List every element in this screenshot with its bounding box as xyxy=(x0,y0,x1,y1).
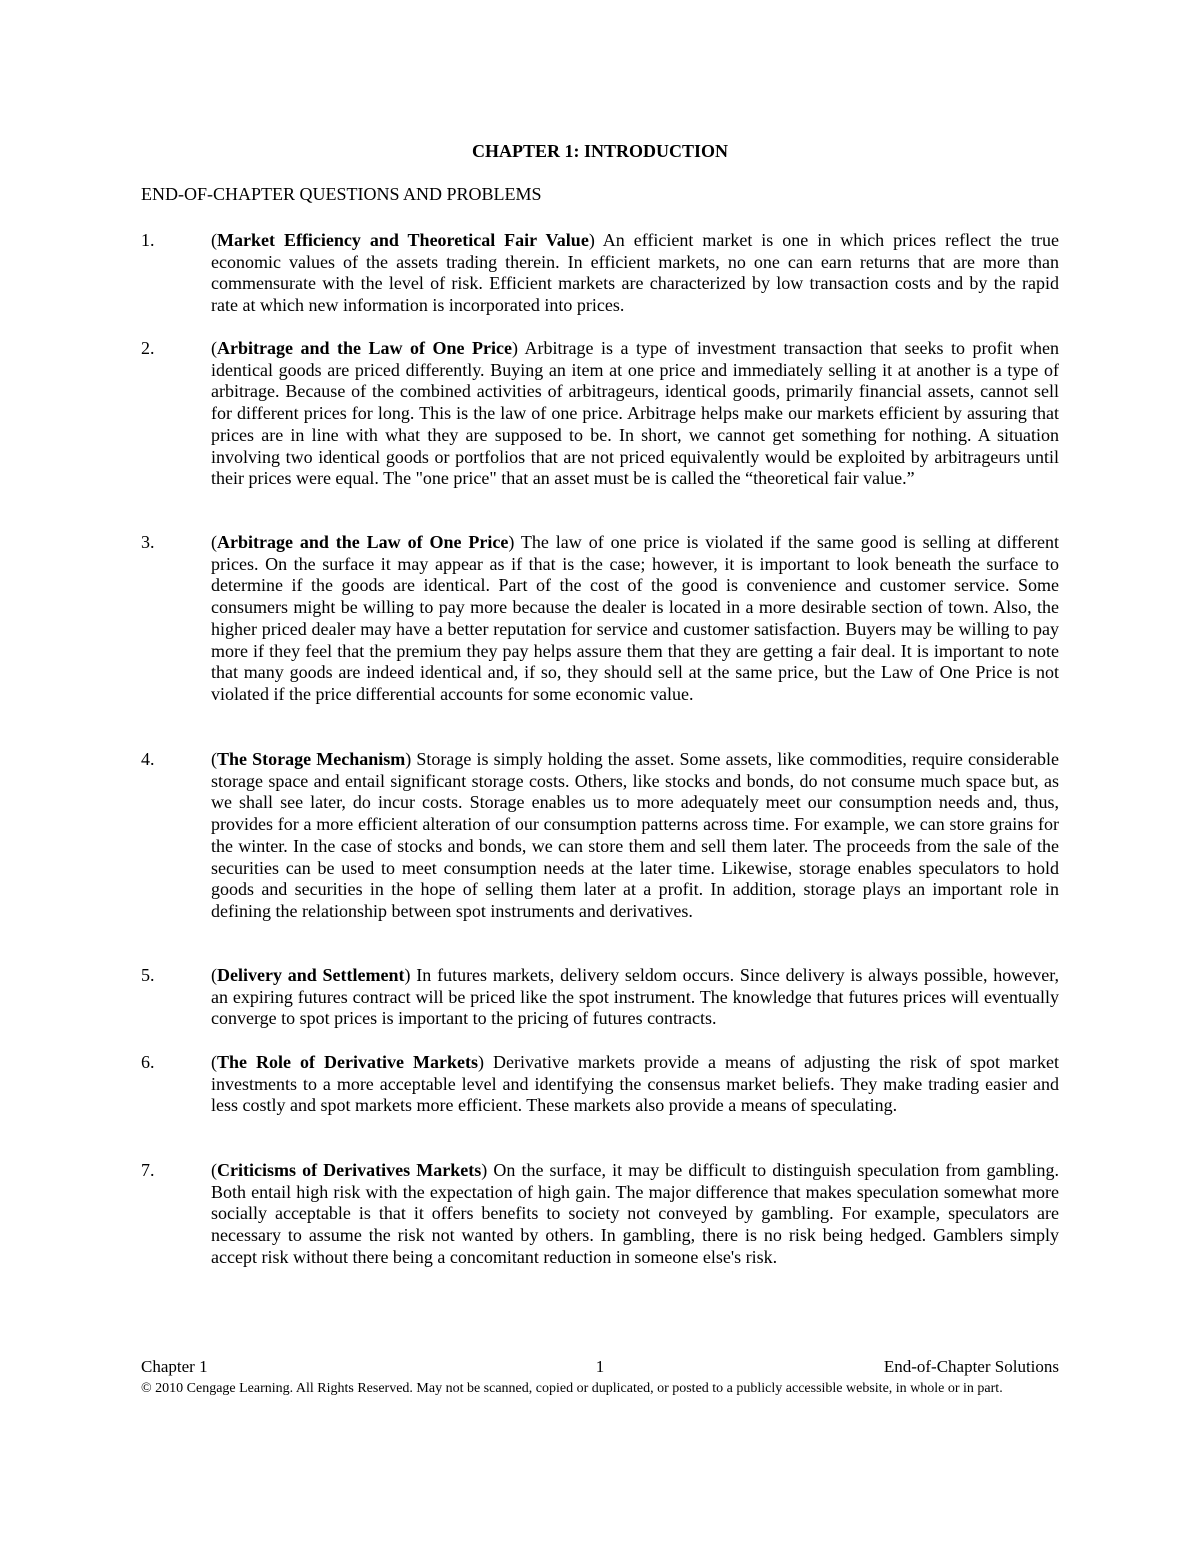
item-body: (Arbitrage and the Law of One Price) The law of one price is violated if the same good is selling at different prices. On the surface it may appear as if that is the case; however, it is important to look beneath the surface to determine if the goods are identical. Part of the cost of the good is convenience and customer service. Some consumers might be willing to pay more because the dealer is located in a more desirable section of town. Also, the higher priced dealer may have a better reputation for service and customer satisfaction. Buyers may be willing to pay more if they feel that the premium they pay helps assure them that they are getting a fair deal. It is important to note that many goods are indeed identical and, if so, they should sell at the same price, but the Law of One Price is not violated if the price differential accounts for some economic value. xyxy=(211,532,1060,704)
item-number: 1. xyxy=(141,230,155,250)
item-body: (Criticisms of Derivatives Markets) On the surface, it may be difficult to distinguish speculation from gambling. Both entail high risk with the expectation of high gain. The major difference that makes speculation somewhat more socially acceptable is that it offers benefits to society not conveyed by gambling. For example, speculators are necessary to assume the risk not wanted by others. In gambling, there is no risk being hedged. Gamblers simply accept risk without there being a concomitant reduction in someone else's risk. xyxy=(211,1160,1060,1267)
item-text: Storage is simply holding the asset. Some assets, like commodities, require considerable storage space and entail significant storage costs. Others, like stocks and bonds, do not consume much space but, as we shall see later, do incur costs. Storage enables us to more adequately meet our consumption needs and, thus, provides for a more efficient alteration of our consumption patterns across time. For example, we can store grains for the winter. In the case of stocks and bonds, we can store them and sell them later. The proceeds from the sale of the securities can be used to meet consumption needs at the later time. Likewise, storage enables speculators to hold goods and securities in the hope of selling them later at a profit. In addition, storage plays an important role in defining the relationship between spot instruments and derivatives. xyxy=(211,749,1060,921)
page-title: CHAPTER 1: INTRODUCTION xyxy=(471,141,729,161)
item-number: 5. xyxy=(141,965,155,985)
item-number: 2. xyxy=(141,338,155,358)
footer-page-number: 1 xyxy=(595,1357,605,1376)
item-text: Arbitrage is a type of investment transaction that seeks to profit when identical goods are priced differently. Buying an item at one price and immediately selling it at another is a type of arbitrage. Because of the combined activities of arbitrageurs, identical goods, primarily financial assets, cannot sell for different prices for long. This is the law of one price. Arbitrage helps make our markets efficient by assuring that prices are in line with what they are supposed to be. In short, we cannot get something for nothing. A situation involving two identical goods or portfolios that are not priced equivalently would be exploited by arbitrageurs until their prices were equal. The "one price" that an asset must be is called the “theoretical fair value.” xyxy=(211,338,1059,489)
item-text: In futures markets, delivery seldom occurs. Since delivery is always possible, however, an expiring futures contract will be priced like the spot instrument. The knowledge that futures prices will eventually converge to spot prices is important to the pricing of futures contracts. xyxy=(211,965,1059,1029)
item-text: An efficient market is one in which prices reflect the true economic values of the assets trading therein. In efficient markets, no one can earn returns that are more than commensurate with the level of risk. Efficient markets are characterized by low transaction costs and by the rapid rate at which new information is incorporated into prices. xyxy=(211,230,1059,316)
item-heading: Criticisms of Derivatives Markets xyxy=(217,1160,482,1180)
section-heading: END-OF-CHAPTER QUESTIONS AND PROBLEMS xyxy=(141,184,542,204)
item-body: (The Storage Mechanism) Storage is simply holding the asset. Some assets, like commodities, require considerable storage space and entail significant storage costs. Others, like stocks and bonds, do not consume much space but, as we shall see later, do incur costs. Storage enables us to more adequately meet our consumption needs and, thus, provides for a more efficient alteration of our consumption patterns across time. For example, we can store grains for the winter. In the case of stocks and bonds, we can store them and sell them later. The proceeds from the sale of the securities can be used to meet consumption needs at the later time. Likewise, storage enables speculators to hold goods and securities in the hope of selling them later at a profit. In addition, storage plays an important role in defining the relationship between spot instruments and derivatives. xyxy=(211,749,1060,921)
item-text: Derivative markets provide a means of adjusting the risk of spot market investments to a more acceptable level and identifying the consensus market beliefs. They make trading easier and less costly and spot markets more efficient. These markets also provide a means of speculating. xyxy=(211,1052,1059,1116)
item-heading: The Role of Derivative Markets xyxy=(217,1052,478,1072)
item-number: 6. xyxy=(141,1052,155,1072)
item-body: (Delivery and Settlement) In futures markets, delivery seldom occurs. Since delivery is always possible, however, an expiring futures contract will be priced like the spot instrument. The knowledge that futures prices will eventually converge to spot prices is important to the pricing of futures contracts. xyxy=(211,965,1059,1029)
item-body: (The Role of Derivative Markets) Derivative markets provide a means of adjusting the risk of spot market investments to a more acceptable level and identifying the consensus market beliefs. They make trading easier and less costly and spot markets more efficient. These markets also provide a means of speculating. xyxy=(211,1052,1059,1116)
item-text: On the surface, it may be difficult to distinguish speculation from gambling. Both entail high risk with the expectation of high gain. The major difference that makes speculation somewhat more socially acceptable is that it offers benefits to society not conveyed by gambling. For example, speculators are necessary to assume the risk not wanted by others. In gambling, there is no risk being hedged. Gamblers simply accept risk without there being a concomitant reduction in someone else's risk. xyxy=(211,1160,1060,1267)
item-heading: Market Efficiency and Theoretical Fair Value xyxy=(217,230,589,250)
item-text: The law of one price is violated if the same good is selling at different prices. On the surface it may appear as if that is the case; however, it is important to look beneath the surface to determine if the goods are identical. Part of the cost of the good is convenience and customer service. Some consumers might be willing to pay more because the dealer is located in a more desirable section of town. Also, the higher priced dealer may have a better reputation for service and customer satisfaction. Buyers may be willing to pay more if they feel that the premium they pay helps assure them that they are getting a fair deal. It is important to note that many goods are indeed identical and, if so, they should sell at the same price, but the Law of One Price is not violated if the price differential accounts for some economic value. xyxy=(211,532,1060,704)
item-number: 4. xyxy=(141,749,155,769)
item-body: (Market Efficiency and Theoretical Fair Value) An efficient market is one in which prices reflect the true economic values of the assets trading therein. In efficient markets, no one can earn returns that are more than commensurate with the level of risk. Efficient markets are characterized by low transaction costs and by the rapid rate at which new information is incorporated into prices. xyxy=(211,230,1059,316)
page-footer xyxy=(141,1356,1059,1380)
footer-chapter-label: Chapter 1 xyxy=(141,1357,208,1376)
item-number: 7. xyxy=(141,1160,155,1180)
item-heading: Delivery and Settlement xyxy=(217,965,405,985)
item-heading: Arbitrage and the Law of One Price xyxy=(217,532,509,552)
item-body: (Arbitrage and the Law of One Price) Arbitrage is a type of investment transaction that seeks to profit when identical goods are priced differently. Buying an item at one price and immediately selling it at another is a type of arbitrage. Because of the combined activities of arbitrageurs, identical goods, primarily financial assets, cannot sell for different prices for long. This is the law of one price. Arbitrage helps make our markets efficient by assuring that prices are in line with what they are supposed to be. In short, we cannot get something for nothing. A situation involving two identical goods or portfolios that are not priced equivalently would be exploited by arbitrageurs until their prices were equal. The "one price" that an asset must be is called the “theoretical fair value.” xyxy=(211,338,1059,489)
footer-section-label: End-of-Chapter Solutions xyxy=(883,1357,1059,1376)
copyright-notice: © 2010 Cengage Learning. All Rights Reserved. May not be scanned, copied or duplicated, or posted to a publicly accessible website, in whole or in part. xyxy=(141,1381,1003,1396)
item-heading: Arbitrage and the Law of One Price xyxy=(217,338,513,358)
item-number: 3. xyxy=(141,532,155,552)
item-heading: The Storage Mechanism xyxy=(217,749,406,769)
